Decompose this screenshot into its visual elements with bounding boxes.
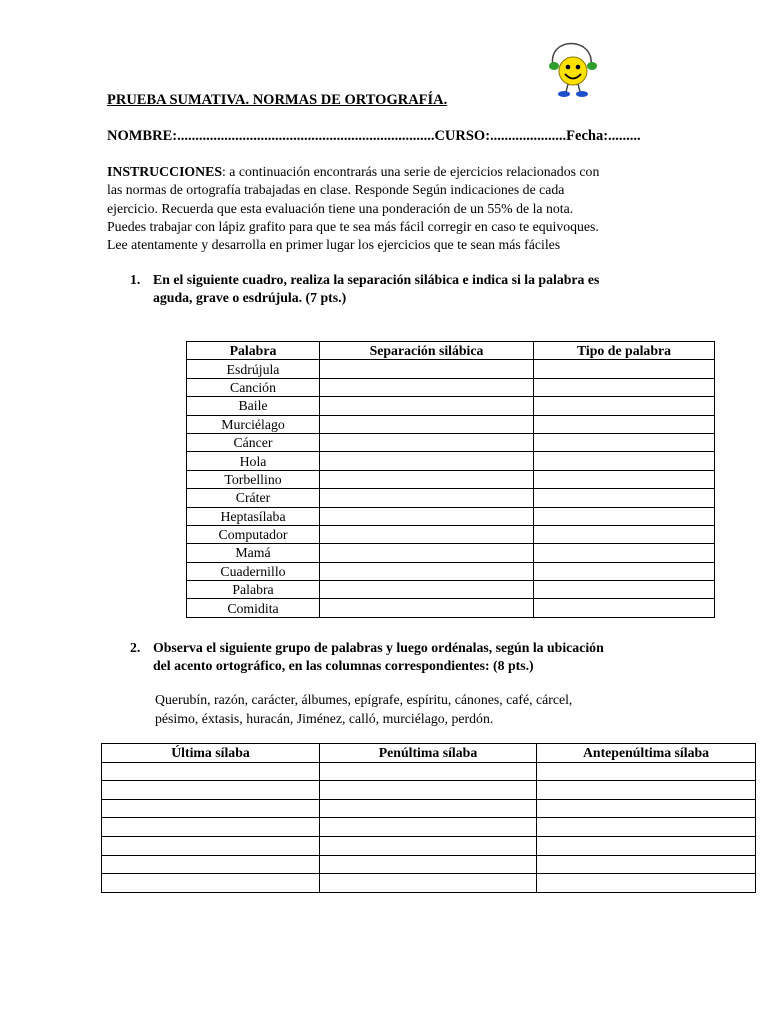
syllable-answer-cell[interactable]: [320, 581, 534, 599]
word-cell: Canción: [187, 378, 320, 396]
penultima-answer-cell[interactable]: [320, 781, 537, 800]
word-list-line-2: pésimo, éxtasis, huracán, Jiménez, calló, murciélago, perdón.: [155, 711, 494, 726]
penultima-answer-cell[interactable]: [320, 855, 537, 874]
ultima-answer-cell[interactable]: [102, 781, 320, 800]
word-cell: Heptasílaba: [187, 507, 320, 525]
word-type-answer-cell[interactable]: [534, 433, 715, 451]
word-cell: Cuadernillo: [187, 562, 320, 580]
syllable-answer-cell[interactable]: [320, 470, 534, 488]
syllable-answer-cell[interactable]: [320, 599, 534, 617]
accent-table-row: [102, 781, 756, 800]
word-type-answer-cell[interactable]: [534, 397, 715, 415]
syllable-table-row: [187, 562, 715, 580]
instructions-text-1: : a continuación encontrarás una serie de ejercicios relacionados con: [222, 164, 600, 179]
header-separacion: Separación silábica: [320, 342, 534, 360]
accent-table-row: [102, 855, 756, 874]
word-cell: Palabra: [187, 581, 320, 599]
penultima-answer-cell[interactable]: [320, 836, 537, 855]
instructions-line-4: Puedes trabajar con lápiz grafito para que te sea más fácil corregir en caso te equivoques.: [107, 218, 599, 234]
syllable-table-row: [187, 433, 715, 451]
word-cell: Computador: [187, 525, 320, 543]
antepenultima-answer-cell[interactable]: [537, 836, 756, 855]
ultima-answer-cell[interactable]: [102, 836, 320, 855]
word-type-answer-cell[interactable]: [534, 562, 715, 580]
instructions-line-2: las normas de ortografía trabajadas en clase. Responde Según indicaciones de cada: [107, 182, 565, 198]
instructions-line-5: Lee atentamente y desarrolla en primer lugar los ejercicios que te sean más fáciles: [107, 237, 561, 253]
syllable-answer-cell[interactable]: [320, 452, 534, 470]
antepenultima-answer-cell[interactable]: [537, 799, 756, 818]
word-type-answer-cell[interactable]: [534, 489, 715, 507]
ultima-answer-cell[interactable]: [102, 855, 320, 874]
word-cell: Comidita: [187, 599, 320, 617]
header-tipo: Tipo de palabra: [534, 342, 715, 360]
question-1-number: 1.: [130, 272, 141, 287]
word-type-answer-cell[interactable]: [534, 581, 715, 599]
syllable-table: [186, 341, 715, 618]
question-2-number: 2.: [130, 640, 141, 655]
word-cell: Hola: [187, 452, 320, 470]
accent-table-row: [102, 874, 756, 893]
syllable-answer-cell[interactable]: [320, 525, 534, 543]
antepenultima-answer-cell[interactable]: [537, 781, 756, 800]
question-1-line-2: aguda, grave o esdrújula. (7 pts.): [153, 290, 347, 305]
question-1-line-1: En el siguiente cuadro, realiza la separación silábica e indica si la palabra es: [153, 272, 600, 287]
word-cell: Murciélago: [187, 415, 320, 433]
syllable-table-row: [187, 470, 715, 488]
syllable-table-row: [187, 452, 715, 470]
accent-table-row: [102, 762, 756, 781]
word-type-answer-cell[interactable]: [534, 415, 715, 433]
word-cell: Cráter: [187, 489, 320, 507]
header-penultima: Penúltima sílaba: [320, 744, 537, 763]
antepenultima-answer-cell[interactable]: [537, 874, 756, 893]
syllable-table-row: [187, 599, 715, 617]
word-type-answer-cell[interactable]: [534, 378, 715, 396]
word-cell: Torbellino: [187, 470, 320, 488]
syllable-answer-cell[interactable]: [320, 415, 534, 433]
instructions-line-3: ejercicio. Recuerda que esta evaluación tiene una ponderación de un 55% de la nota.: [107, 200, 574, 216]
accent-table-header-row: [102, 744, 756, 763]
smiley-jump-rope-icon: [545, 28, 601, 100]
word-type-answer-cell[interactable]: [534, 507, 715, 525]
ultima-answer-cell[interactable]: [102, 818, 320, 837]
syllable-answer-cell[interactable]: [320, 544, 534, 562]
penultima-answer-cell[interactable]: [320, 818, 537, 837]
syllable-table-row: [187, 489, 715, 507]
antepenultima-answer-cell[interactable]: [537, 855, 756, 874]
accent-table-row: [102, 836, 756, 855]
word-type-answer-cell[interactable]: [534, 360, 715, 378]
student-info-line: NOMBRE:.......................................................................CURSO:.....................Fecha:.........: [107, 128, 641, 144]
syllable-table-row: [187, 378, 715, 396]
syllable-table-row: [187, 507, 715, 525]
penultima-answer-cell[interactable]: [320, 762, 537, 781]
syllable-answer-cell[interactable]: [320, 360, 534, 378]
syllable-table-row: [187, 525, 715, 543]
syllable-table-row: [187, 415, 715, 433]
syllable-table-row: [187, 581, 715, 599]
word-list: [155, 690, 572, 728]
penultima-answer-cell[interactable]: [320, 799, 537, 818]
instructions: [107, 163, 667, 254]
ultima-answer-cell[interactable]: [102, 762, 320, 781]
accent-table-row: [102, 818, 756, 837]
word-type-answer-cell[interactable]: [534, 470, 715, 488]
page-title: PRUEBA SUMATIVA. NORMAS DE ORTOGRAFÍA.: [107, 92, 448, 108]
word-type-answer-cell[interactable]: [534, 452, 715, 470]
header-ultima: Última sílaba: [102, 744, 320, 763]
syllable-answer-cell[interactable]: [320, 562, 534, 580]
word-cell: Cáncer: [187, 433, 320, 451]
syllable-table-row: [187, 544, 715, 562]
instructions-line-1: [107, 163, 667, 181]
instructions-lead: INSTRUCCIONES: [107, 164, 223, 179]
word-type-answer-cell[interactable]: [534, 599, 715, 617]
penultima-answer-cell[interactable]: [320, 874, 537, 893]
ultima-answer-cell[interactable]: [102, 799, 320, 818]
syllable-table-header-row: [187, 342, 715, 360]
word-cell: Baile: [187, 397, 320, 415]
header-antepenultima: Antepenúltima sílaba: [537, 744, 756, 763]
word-type-answer-cell[interactable]: [534, 525, 715, 543]
syllable-answer-cell[interactable]: [320, 433, 534, 451]
syllable-answer-cell[interactable]: [320, 378, 534, 396]
accent-table: [101, 743, 756, 893]
syllable-answer-cell[interactable]: [320, 397, 534, 415]
question-2-line-2: del acento ortográfico, en las columnas correspondientes: (8 pts.): [153, 658, 534, 673]
word-list-line-1: Querubín, razón, carácter, álbumes, epígrafe, espíritu, cánones, café, cárcel,: [155, 692, 573, 707]
antepenultima-answer-cell[interactable]: [537, 818, 756, 837]
ultima-answer-cell[interactable]: [102, 874, 320, 893]
question-2-line-1: Observa el siguiente grupo de palabras y luego ordénalas, según la ubicación: [153, 640, 604, 655]
header-palabra: Palabra: [187, 342, 320, 360]
syllable-table-row: [187, 397, 715, 415]
accent-table-row: [102, 799, 756, 818]
antepenultima-answer-cell[interactable]: [537, 762, 756, 781]
word-type-answer-cell[interactable]: [534, 544, 715, 562]
syllable-table-row: [187, 360, 715, 378]
word-cell: Esdrújula: [187, 360, 320, 378]
word-cell: Mamá: [187, 544, 320, 562]
syllable-answer-cell[interactable]: [320, 507, 534, 525]
syllable-answer-cell[interactable]: [320, 489, 534, 507]
